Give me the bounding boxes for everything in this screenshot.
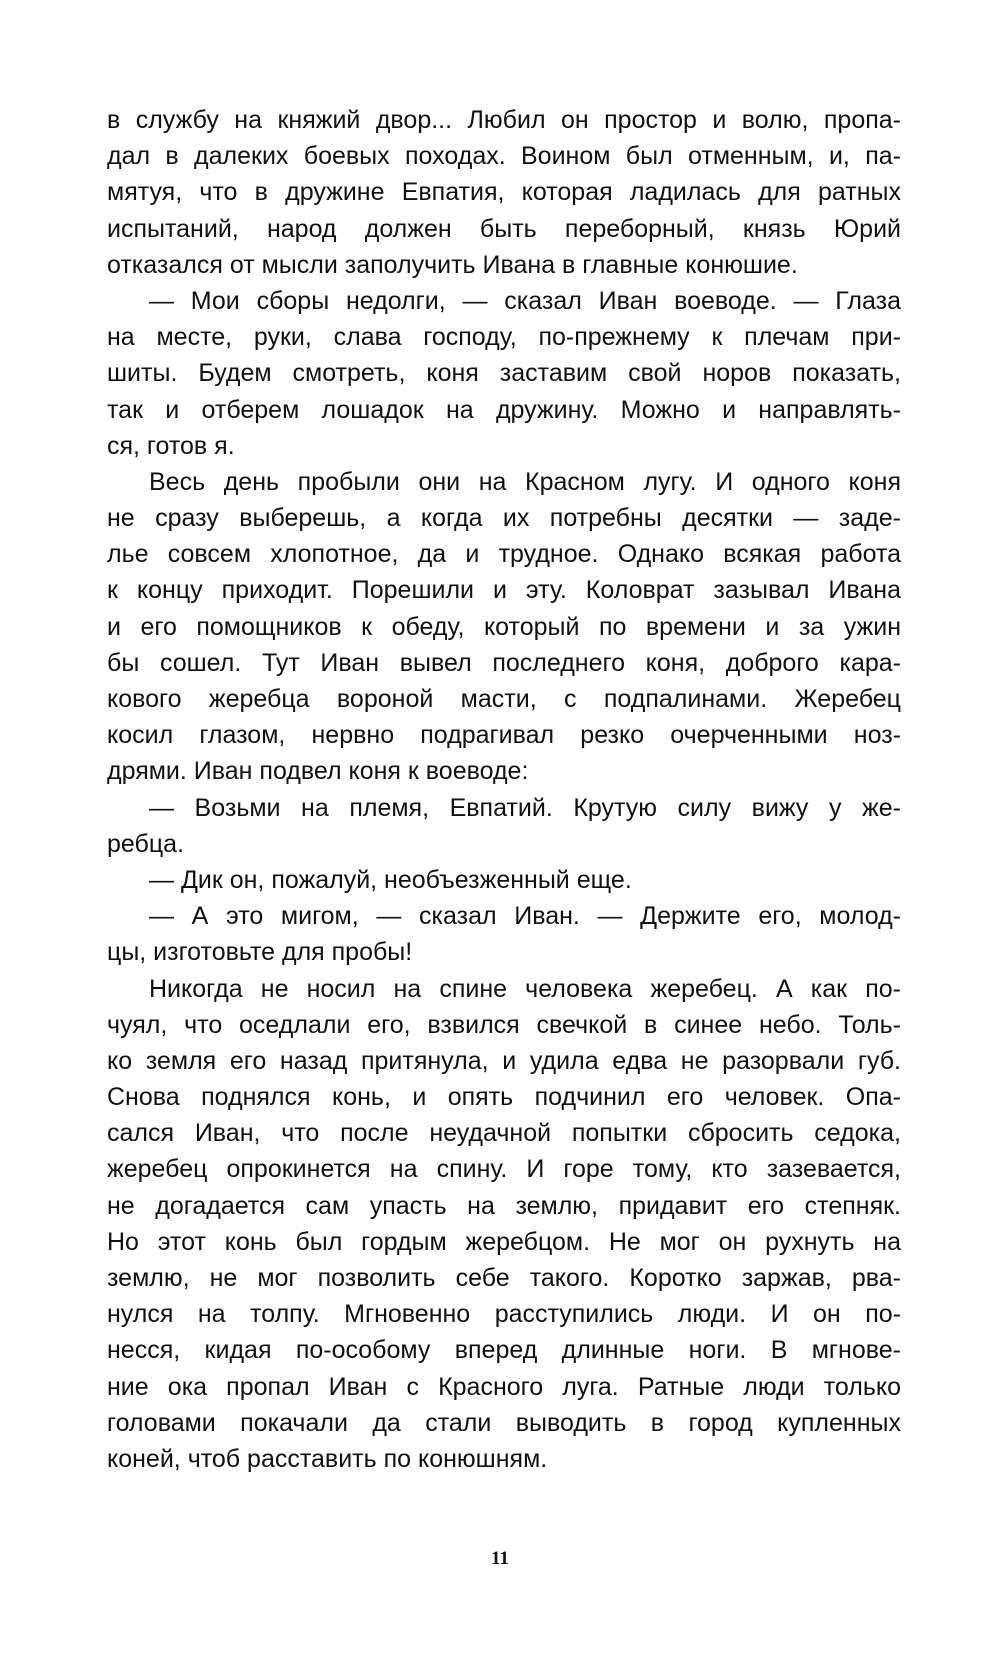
paragraph bbox=[107, 464, 901, 790]
text-line: коней, чтоб расставить по конюшням. bbox=[107, 1444, 548, 1473]
text-line: на месте, руки, слава господу, по-прежнему к плечам при- bbox=[107, 323, 901, 352]
text-line: дрями. Иван подвел коня к воеводе: bbox=[107, 757, 529, 786]
text-line: косил глазом, нервно подрагивал резко очерченными ноз- bbox=[107, 721, 901, 750]
page-number: 11 bbox=[491, 1548, 509, 1569]
text-line: землю, не мог позволить себе такого. Коротко заржав, рва- bbox=[107, 1264, 901, 1292]
text-line: ко земля его назад притянула, и удила едва не разорвали губ. bbox=[107, 1046, 901, 1075]
paragraph bbox=[107, 898, 901, 970]
text-line: ние ока пропал Иван с Красного луга. Ратные люди только bbox=[107, 1372, 901, 1401]
paragraph bbox=[107, 283, 901, 464]
text-line: сался Иван, что после неудачной попытки сбросить седока, bbox=[107, 1119, 901, 1148]
text-line: Весь день пробыли они на Красном лугу. И одного коня bbox=[149, 467, 901, 496]
text-line: так и отберем лошадок на дружину. Можно и направлять- bbox=[107, 395, 901, 424]
text-line: в службу на княжий двор... Любил он простор и волю, пропа- bbox=[107, 106, 901, 134]
text-line: цы, изготовьте для пробы! bbox=[107, 938, 413, 967]
text-line: кового жеребца вороной масти, с подпалинами. Жеребец bbox=[107, 685, 901, 713]
text-line: нулся на толпу. Мгновенно расступились люди. И он по- bbox=[107, 1300, 901, 1329]
text-line: бы сошел. Тут Иван вывел последнего коня, доброго кара- bbox=[107, 648, 901, 677]
text-line: головами покачали да стали выводить в город купленных bbox=[107, 1408, 901, 1437]
paragraph bbox=[107, 971, 901, 1478]
text-line: к концу приходит. Порешили и эту. Коловрат зазывал Ивана bbox=[107, 576, 901, 605]
text-line: не сразу выберешь, а когда их потребны десятки — заде- bbox=[107, 504, 901, 533]
text-line: мятуя, что в дружине Евпатия, которая ладилась для ратных bbox=[107, 178, 901, 207]
text-line: несся, кидая по-особому вперед длинные ноги. В мгнове- bbox=[107, 1336, 901, 1365]
text-line: не догадается сам упасть на землю, придавит его степняк. bbox=[107, 1191, 901, 1220]
text-line: ребца. bbox=[107, 829, 185, 858]
text-line: шиты. Будем смотреть, коня заставим свой норов показать, bbox=[107, 359, 901, 388]
text-line: — Возьми на племя, Евпатий. Крутую силу вижу у же- bbox=[149, 793, 901, 822]
text-line: ся, готов я. bbox=[107, 431, 235, 460]
text-line: Снова поднялся конь, и опять подчинил его человек. Опа- bbox=[107, 1083, 901, 1112]
text-line: лье совсем хлопотное, да и трудное. Однако всякая работа bbox=[107, 540, 901, 569]
text-line: Но этот конь был гордым жеребцом. Не мог он рухнуть на bbox=[107, 1227, 901, 1256]
text-line: испытаний, народ должен быть переборный, князь Юрий bbox=[107, 214, 901, 243]
text-line: жеребец опрокинется на спину. И горе тому, кто зазевается, bbox=[107, 1155, 901, 1184]
paragraph bbox=[107, 862, 901, 898]
text-line: отказался от мысли заполучить Ивана в главные конюшие. bbox=[107, 250, 798, 279]
body-text bbox=[107, 102, 901, 1477]
text-line: дал в далеких боевых походах. Воином был отменным, и, па- bbox=[107, 142, 901, 171]
text-line: Никогда не носил на спине человека жеребец. А как по- bbox=[149, 974, 901, 1003]
paragraph bbox=[107, 102, 901, 283]
text-line: и его помощников к обеду, который по времени и за ужин bbox=[107, 612, 901, 641]
text-line: — Мои сборы недолги, — сказал Иван воеводе. — Глаза bbox=[149, 286, 901, 315]
paragraph bbox=[107, 790, 901, 862]
text-line: — А это мигом, — сказал Иван. — Держите его, молод- bbox=[149, 902, 901, 931]
text-line: — Дик он, пожалуй, необъезженный еще. bbox=[149, 865, 632, 894]
text-line: чуял, что оседлали его, взвился свечкой в синее небо. Толь- bbox=[107, 1010, 901, 1039]
